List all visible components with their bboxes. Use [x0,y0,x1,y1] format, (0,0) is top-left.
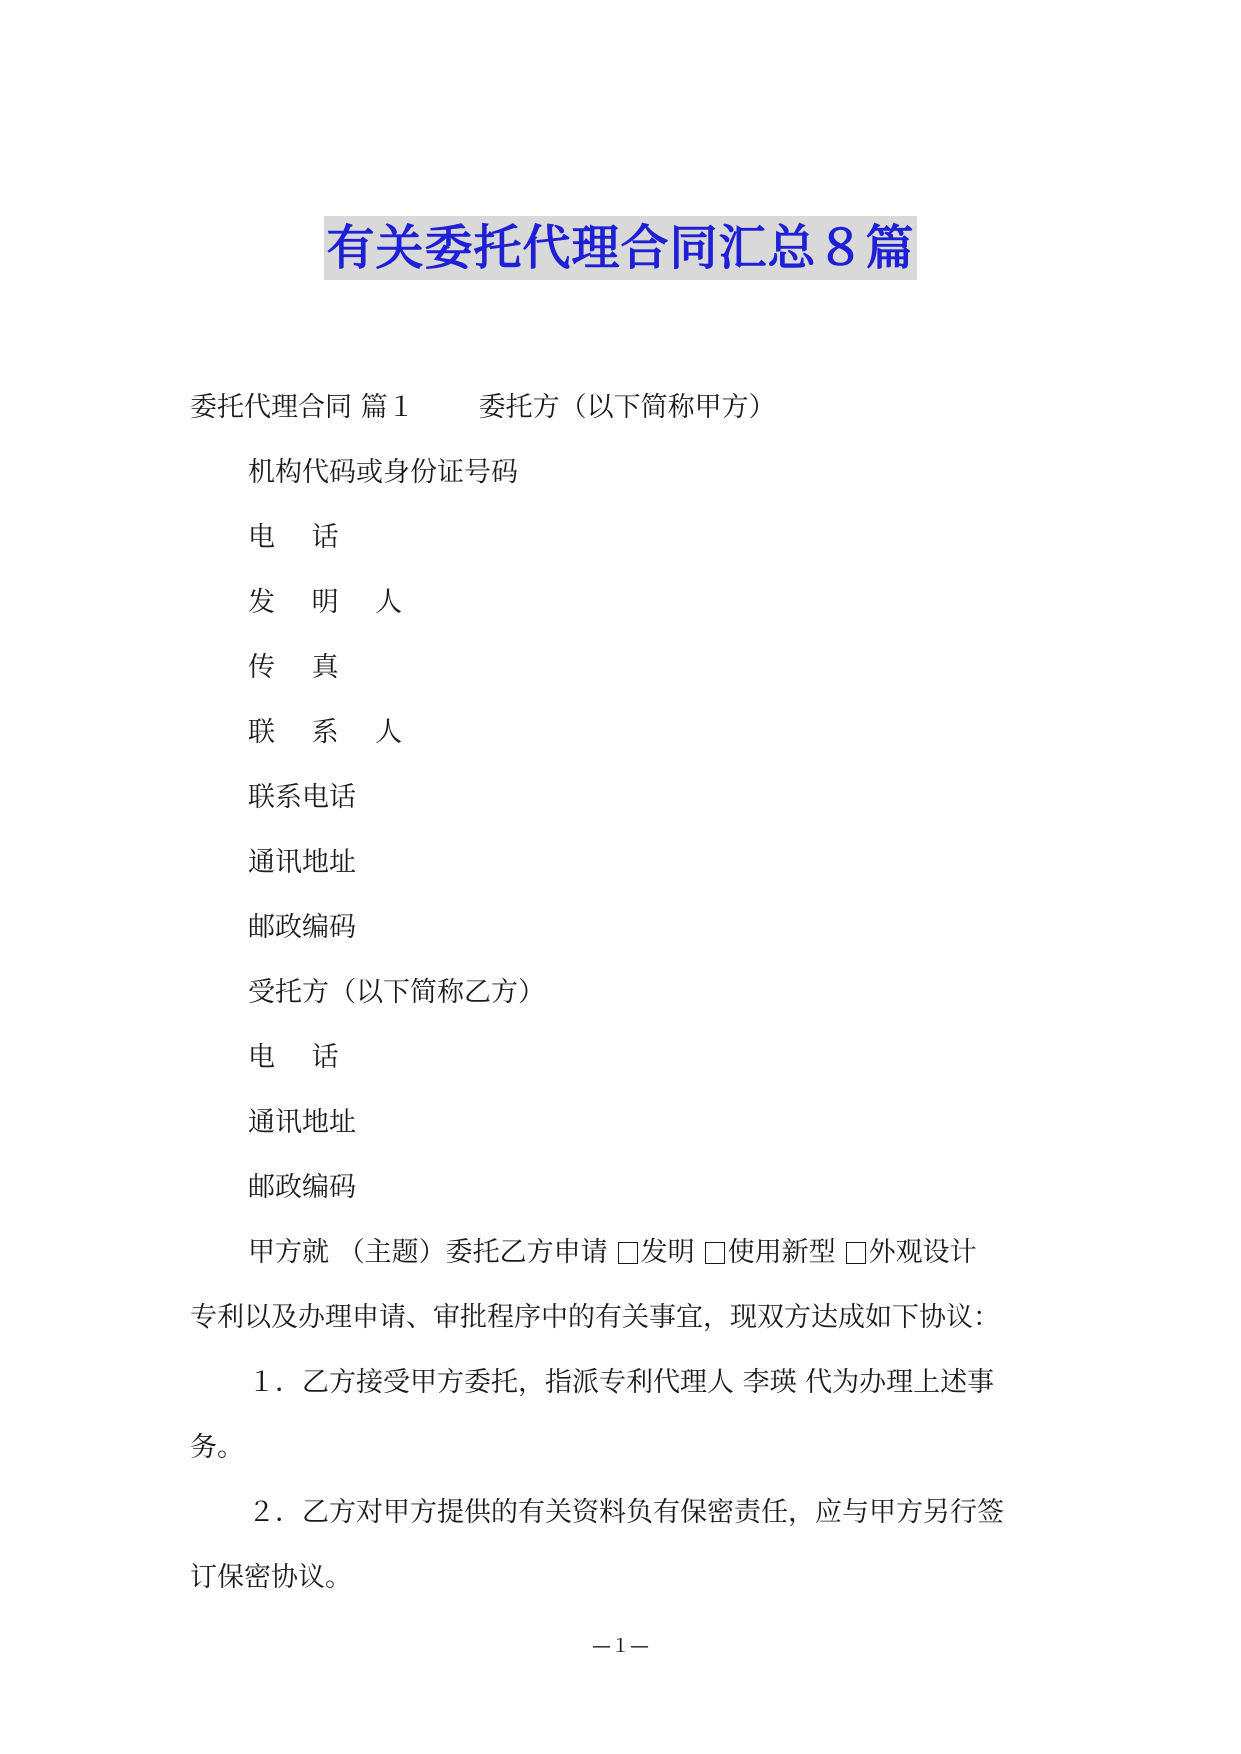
page-number: —１— [591,1635,649,1657]
agent-postcode-label: 邮政编码 [248,1172,356,1203]
address-label: 通讯地址 [248,847,356,878]
agent-address-label: 通讯地址 [248,1107,356,1138]
section-heading: 委托代理合同 篇１ [190,392,415,423]
utility-model-checkbox[interactable] [705,1242,725,1264]
contact-phone-label: 联系电话 [248,782,356,813]
inventor-label: 发 明 人 [248,587,417,618]
org-code-label: 机构代码或身份证号码 [248,457,518,488]
invention-option-label: 发明 [640,1237,695,1268]
fax-label: 传 真 [248,652,353,683]
title-container [0,216,1241,280]
postcode-label: 邮政编码 [248,912,356,943]
item-2-line-2: 订保密协议。 [190,1562,352,1593]
section-heading-line [190,390,776,426]
invention-checkbox[interactable] [618,1242,638,1264]
paragraph-1-line-1 [248,1235,977,1271]
document-title: 有关委托代理合同汇总８篇 [324,216,916,280]
item-2-line-1: ２．乙方对甲方提供的有关资料负有保密责任，应与甲方另行签 [248,1497,1004,1528]
utility-model-option-label: 使用新型 [727,1237,836,1268]
paragraph-1-text: 甲方就 （主题）委托乙方申请 [248,1237,608,1268]
phone-label: 电 话 [248,522,353,553]
agent-phone-label: 电 话 [248,1042,353,1073]
design-checkbox[interactable] [846,1242,866,1264]
design-option-label: 外观设计 [868,1237,977,1268]
item-1-line-1: １．乙方接受甲方委托，指派专利代理人 李瑛 代为办理上述事 [248,1367,995,1398]
item-1-line-2: 务。 [190,1432,244,1463]
agent-label: 受托方（以下简称乙方） [248,977,545,1008]
contact-label: 联 系 人 [248,717,417,748]
principal-label: 委托方（以下简称甲方） [478,392,776,423]
paragraph-1-line-2: 专利以及办理申请、审批程序中的有关事宜，现双方达成如下协议： [190,1302,1000,1333]
